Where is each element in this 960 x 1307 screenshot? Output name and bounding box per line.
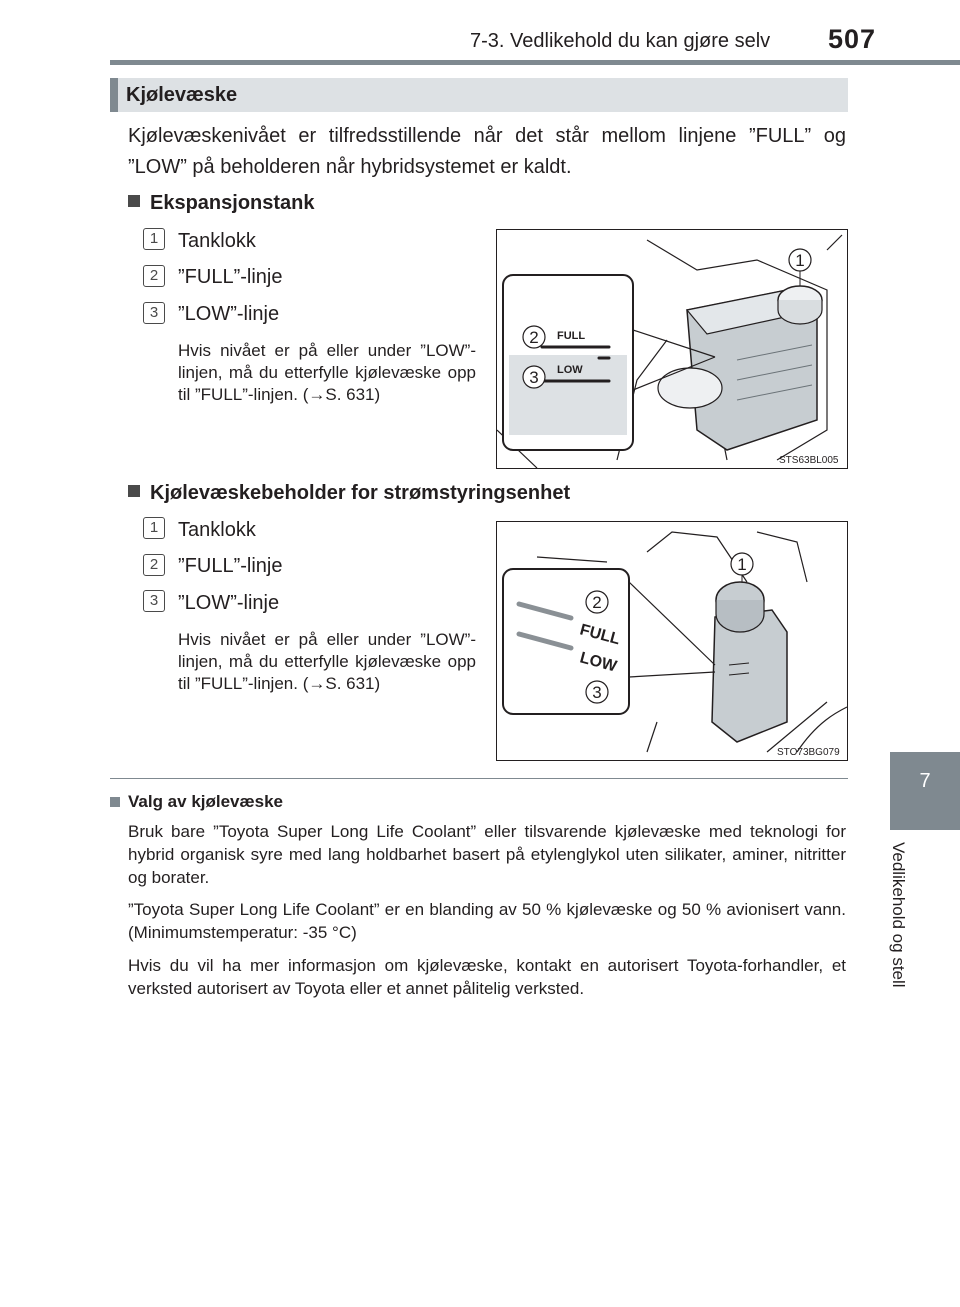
refill-note: Hvis nivået er på eller under ”LOW”-linjen, må du etterfylle kjølevæske opp til ”FULL”-linjen. (→S. 631) [178,630,476,693]
intro-paragraph: Kjølevæskenivået er tilfredsstillende når det står mellom linjene ”FULL” og ”LOW” på beholderen når hybridsystemet er kaldt. [128,125,846,178]
item-number-badge: 2 [143,554,165,576]
header-rule [110,60,960,65]
subheading-expansion [128,192,315,215]
callout-1: 1 [737,555,747,574]
item-label: ”LOW”-linje [178,303,280,325]
expansion-tank-figure [496,229,848,469]
item-number-badge: 3 [143,590,165,612]
running-header-section: 7-3. Vedlikehold du kan gjøre selv [470,30,771,52]
section-title-accent [110,78,118,112]
item-label: ”LOW”-linje [178,592,280,614]
refill-note: Hvis nivået er på eller under ”LOW”-linjen, må du etterfylle kjølevæske opp til ”FULL”-linjen. (→S. 631) [178,341,476,404]
item-label: Tanklokk [178,230,256,252]
inset-low-text: LOW [557,364,583,376]
item-number-badge: 1 [143,517,165,539]
valg-paragraph: ”Toyota Super Long Life Coolant” er en blanding av 50 % kjølevæske og 50 % avionisert vann. (Minimumstemperatur: -35 °C) [128,900,846,942]
subheading-valg [110,792,283,812]
section-title: Kjølevæske [126,84,238,106]
inset-full-text: FULL [557,330,586,342]
callout-3: 3 [592,683,602,702]
item-number-badge: 1 [143,228,165,250]
callout-1: 1 [795,251,805,270]
subheading-valg-text: Valg av kjølevæske [128,792,283,811]
chapter-number: 7 [919,770,931,792]
chapter-title-vertical [888,842,928,1022]
pcu-reservoir-figure [496,521,848,761]
item-number-badge: 2 [143,265,165,287]
callout-2: 2 [592,593,602,612]
valg-paragraph: Bruk bare ”Toyota Super Long Life Coolant” eller tilsvarende kjølevæske med teknologi for hybrid organisk syre med lang holdbarhet basert på etylenglykol uten silikater, aminer, nitritter og borater. [128,822,846,887]
section-divider [110,778,848,779]
inset-low-text: LOW [577,649,619,676]
page-number: 507 [828,24,877,54]
subheading-pcu [128,482,570,505]
subheading-pcu-text: Kjølevæskebeholder for strømstyringsenhet [150,482,571,504]
figure-code: STO73BG079 [777,747,840,758]
pcu-reservoir-illustration [497,522,847,760]
square-bullet-icon [110,797,120,807]
item-label: ”FULL”-linje [178,266,283,288]
inset-full-text: FULL [577,621,622,649]
callout-2: 2 [529,328,539,347]
figure-code: STS63BL005 [779,455,839,466]
item-number-badge: 3 [143,302,165,324]
chapter-title: Vedlikehold og stell [889,842,908,988]
item-label: Tanklokk [178,519,256,541]
expansion-tank-illustration [497,230,847,468]
square-bullet-icon [128,485,140,497]
square-bullet-icon [128,195,140,207]
callout-3: 3 [529,368,539,387]
subheading-expansion-text: Ekspansjonstank [150,192,315,214]
valg-paragraph: Hvis du vil ha mer informasjon om kjølevæske, kontakt en autorisert Toyota-forhandler, et verksted autorisert av Toyota eller et annet pålitelig verksted. [128,956,846,998]
item-label: ”FULL”-linje [178,555,283,577]
